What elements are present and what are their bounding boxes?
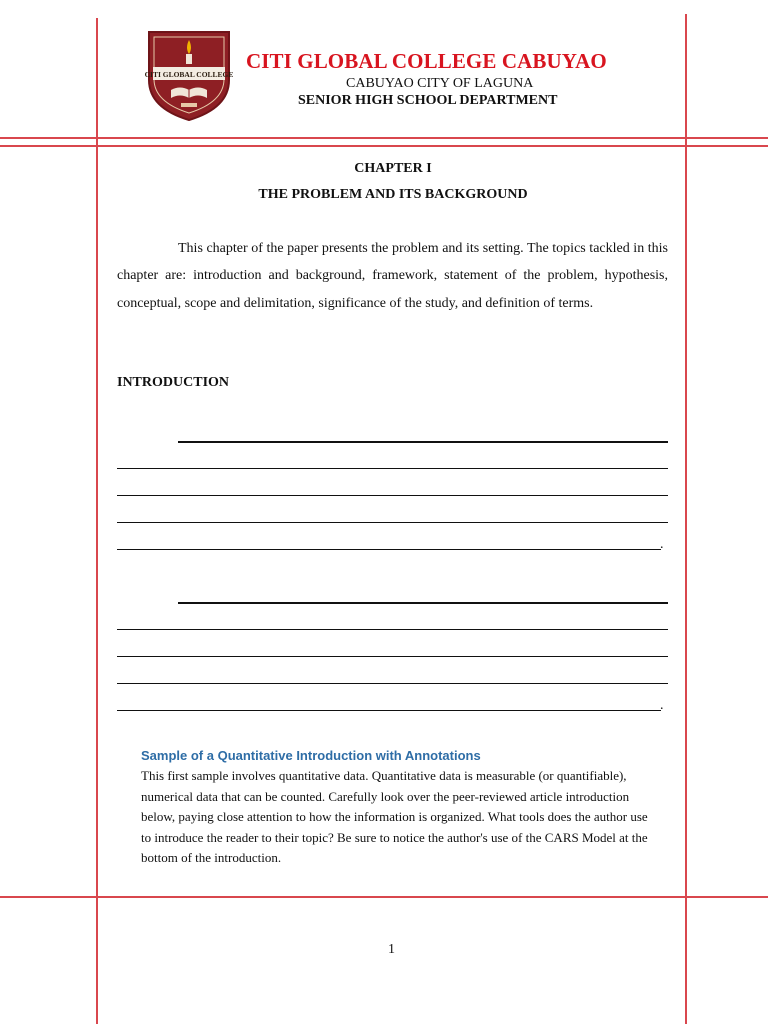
college-city: CABUYAO CITY OF LAGUNA — [346, 76, 534, 91]
sample-title: Sample of a Quantitative Introduction with Annotations — [141, 748, 481, 763]
blank-line — [117, 468, 668, 469]
section-heading: INTRODUCTION — [117, 375, 230, 390]
chapter-number: CHAPTER I — [354, 161, 432, 176]
blank-line — [117, 495, 668, 496]
sample-line: to introduce the reader to their topic? Be sure to notice the author's use of the CARS Model at the — [141, 829, 648, 845]
blank-end-period: . — [660, 537, 664, 552]
sample-body — [141, 766, 663, 869]
header-rule-bottom — [0, 145, 768, 147]
blank-line — [178, 602, 668, 604]
sample-line: This first sample involves quantitative data. Quantitative data is measurable (or quantifiable), — [141, 768, 627, 783]
blank-line — [117, 522, 668, 523]
blank-line — [117, 656, 668, 657]
college-logo — [145, 28, 233, 122]
intro-paragraph — [117, 235, 668, 317]
chapter-title: THE PROBLEM AND ITS BACKGROUND — [258, 187, 528, 202]
intro-paragraph-text: This chapter of the paper presents the problem and its setting. The topics tackled in this chapter are: introduction and background, framework, statement of the problem, hypothesis, conceptual, scope and delimitation, significance of the study, and definition of terms. — [117, 241, 668, 311]
sample-line: bottom of the introduction. — [141, 850, 282, 865]
blank-line — [117, 683, 668, 684]
page-number: 1 — [388, 942, 395, 957]
sample-line: numerical data that can be counted. Carefully look over the peer-reviewed article introduction — [141, 788, 630, 804]
college-name: CITI GLOBAL COLLEGE CABUYAO — [246, 49, 607, 73]
footer-rule — [0, 896, 768, 898]
logo-text: CITI GLOBAL COLLEGE — [145, 70, 233, 79]
sample-line: below, paying close attention to how the information is organized. What tools does the author use — [141, 809, 648, 824]
blank-line — [117, 710, 661, 711]
blank-line — [117, 549, 661, 550]
department-name: SENIOR HIGH SCHOOL DEPARTMENT — [298, 93, 558, 108]
blank-line — [178, 441, 668, 443]
blank-end-period: . — [660, 698, 664, 713]
blank-line — [117, 629, 668, 630]
header-rule-top — [0, 137, 768, 139]
